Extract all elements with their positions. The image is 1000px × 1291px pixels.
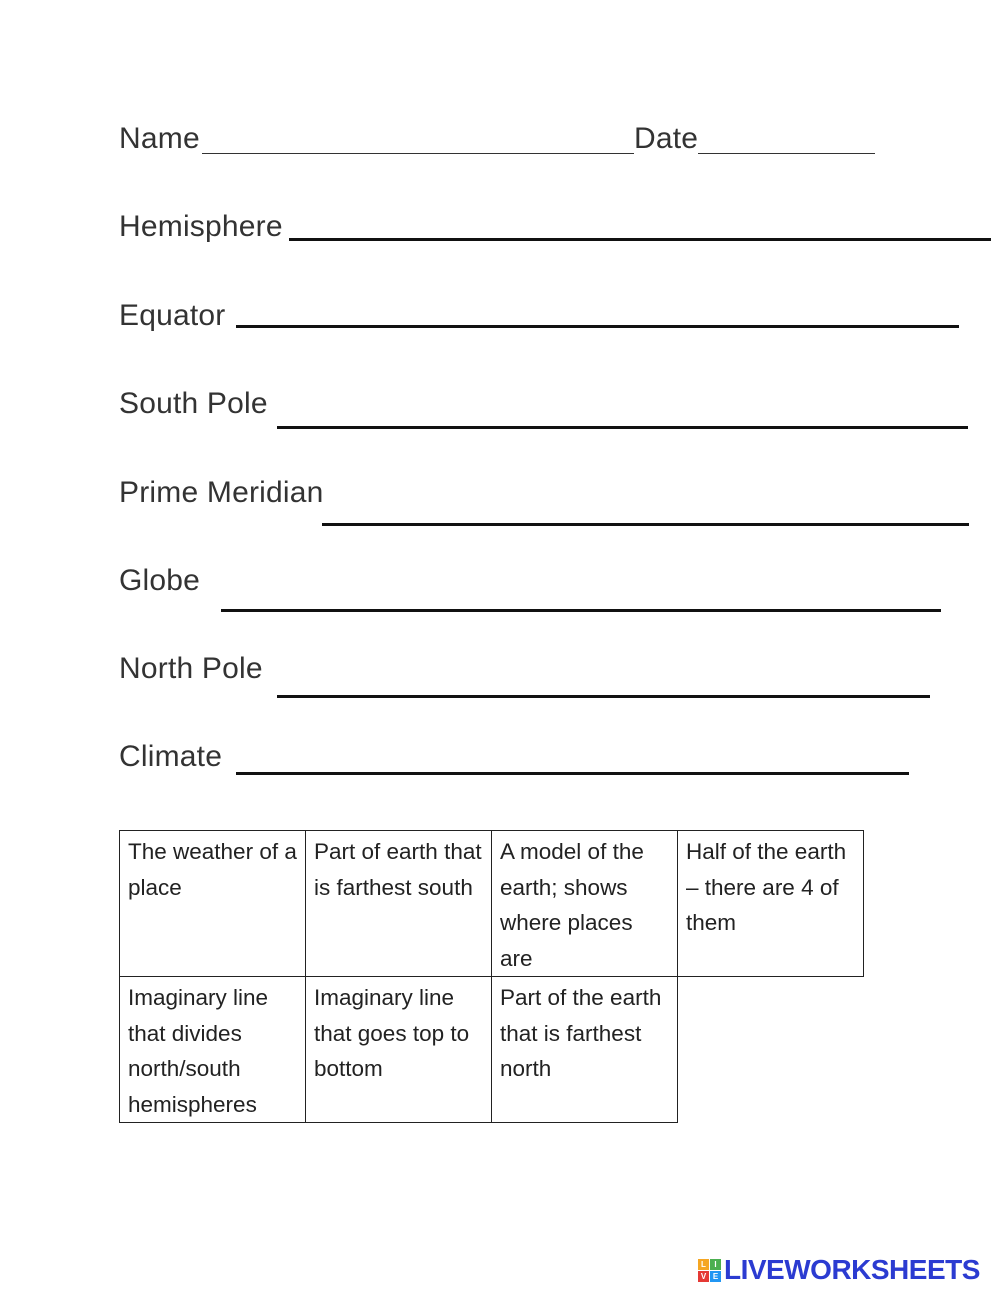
word-bank-empty-cell — [678, 977, 864, 1123]
answer-line-north-pole[interactable] — [277, 695, 930, 698]
field-label-hemisphere: Hemisphere — [119, 210, 283, 243]
field-equator — [0, 295, 1000, 345]
field-label-north-pole: North Pole — [119, 652, 263, 685]
word-bank-row — [120, 977, 864, 1123]
field-label-prime-meridian: Prime Meridian — [119, 476, 324, 509]
date-label: Date — [634, 122, 699, 155]
field-south-pole — [0, 383, 1000, 438]
word-bank-card[interactable]: The weather of a place — [120, 831, 306, 977]
word-bank-card[interactable]: Part of earth that is farthest south — [306, 831, 492, 977]
field-label-equator: Equator — [119, 299, 226, 332]
field-globe — [0, 560, 1000, 620]
answer-line-hemisphere[interactable] — [289, 238, 991, 241]
brand-name: LIVEWORKSHEETS — [724, 1254, 980, 1285]
logo-tile: V — [698, 1271, 709, 1282]
liveworksheets-brand — [698, 1254, 980, 1286]
field-label-south-pole: South Pole — [119, 387, 268, 420]
answer-line-prime-meridian[interactable] — [322, 523, 969, 526]
liveworksheets-logo-icon — [698, 1259, 721, 1282]
answer-line-equator[interactable] — [236, 325, 959, 328]
date-blank-line[interactable] — [698, 153, 875, 154]
word-bank-card[interactable]: Part of the earth that is farthest north — [492, 977, 678, 1123]
word-bank-card[interactable]: Half of the earth – there are 4 of them — [678, 831, 864, 977]
field-north-pole — [0, 648, 1000, 708]
field-label-climate: Climate — [119, 740, 223, 773]
word-bank-card[interactable]: A model of the earth; shows where places are — [492, 831, 678, 977]
name-label: Name — [119, 122, 200, 155]
name-blank-line[interactable] — [202, 153, 634, 154]
name-date-row — [0, 118, 1000, 168]
word-bank-row — [120, 831, 864, 977]
logo-tile: L — [698, 1259, 709, 1270]
answer-line-climate[interactable] — [236, 772, 909, 775]
word-bank-card[interactable]: Imaginary line that divides north/south hemispheres — [120, 977, 306, 1123]
answer-line-globe[interactable] — [221, 609, 941, 612]
logo-tile: I — [710, 1259, 721, 1270]
field-prime-meridian — [0, 472, 1000, 532]
field-label-globe: Globe — [119, 564, 201, 597]
field-hemisphere — [0, 206, 1000, 256]
word-bank-card[interactable]: Imaginary line that goes top to bottom — [306, 977, 492, 1123]
word-bank-table — [119, 830, 864, 1123]
answer-line-south-pole[interactable] — [277, 426, 968, 429]
logo-tile: E — [710, 1271, 721, 1282]
field-climate — [0, 736, 1000, 786]
